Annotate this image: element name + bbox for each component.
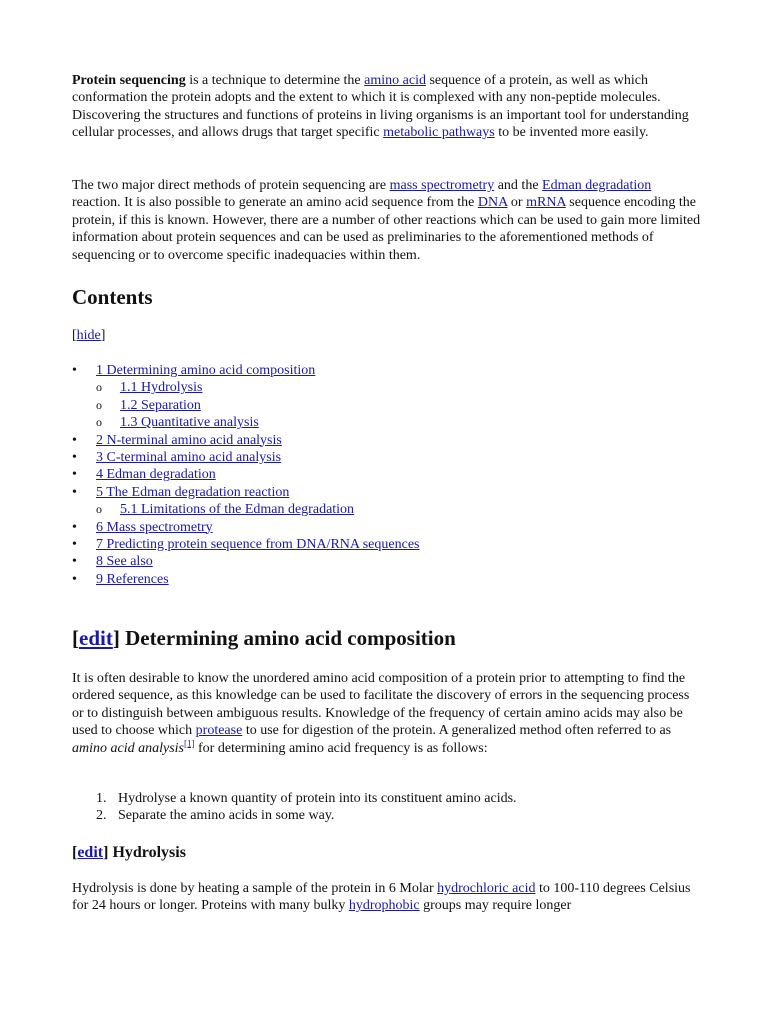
bullet-icon: • (72, 467, 77, 483)
contents-hide-toggle (72, 328, 105, 344)
hydrolysis-text-2: to 100-110 degrees Celsius for 24 hours or longer. Proteins with many bulky (72, 881, 691, 914)
amino-acid-analysis-term: amino acid analysis (72, 740, 184, 756)
link-dna[interactable]: DNA (477, 195, 508, 211)
contents-heading: Contents (72, 285, 153, 309)
bullet-icon: • (72, 432, 77, 448)
toc-item (72, 519, 419, 536)
bullet-icon: • (72, 554, 77, 570)
toc-item (72, 536, 419, 553)
toc-item (72, 484, 419, 501)
bullet-icon: • (72, 449, 77, 465)
toc-item (72, 379, 419, 396)
methods-text-4: or (507, 195, 527, 211)
bullet-icon: • (72, 363, 77, 378)
step-number: 1. (96, 791, 107, 806)
hide-bracket-close: ] (100, 328, 106, 343)
intro-text-1: is a technique to determine the (185, 73, 365, 88)
section-title: Hydrolysis (112, 844, 186, 861)
list-item (72, 807, 517, 824)
toc-link[interactable]: 5.1 Limitations of the Edman degradation (120, 502, 355, 518)
toc-link[interactable]: 2 N-terminal amino acid analysis (96, 432, 282, 448)
methods-text-3: reaction. It is also possible to generate an amino acid sequence from the (72, 195, 478, 211)
composition-text-2: to use for digestion of the protein. A generalized method often referred to as (242, 723, 672, 739)
steps-list (72, 790, 517, 825)
toc-link[interactable]: 9 References (96, 571, 169, 587)
hide-link[interactable]: hide (76, 328, 101, 343)
bullet-icon: • (72, 484, 77, 500)
toc-item (72, 449, 419, 466)
toc-link[interactable]: 3 C-terminal amino acid analysis (96, 449, 282, 465)
hydrolysis-text-1: Hydrolysis is done by heating a sample of the protein in 6 Molar (72, 881, 438, 896)
intro-text-2: sequence of a protein, as well as which conformation the protein adopts and the extent to which it is complexed with any non-peptide molecules. Discovering the structures and functions of proteins in living organisms is an important tool for understanding cellular processes, and allows drugs that target specific (72, 73, 689, 141)
circle-bullet-icon: o (96, 415, 102, 430)
hydrolysis-text-3: groups may require longer (419, 898, 572, 914)
composition-paragraph (72, 670, 702, 757)
link-protease[interactable]: protease (195, 723, 243, 739)
reference-link[interactable]: [1] (184, 737, 195, 748)
bullet-icon: • (72, 571, 77, 587)
toc-item (72, 362, 419, 379)
toc-link[interactable]: 5 The Edman degradation reaction (96, 484, 290, 500)
edit-bracket-open: [ (72, 844, 78, 861)
toc-item (72, 501, 419, 518)
toc-item (72, 571, 419, 588)
intro-text-3: to be invented more easily. (494, 125, 649, 141)
bullet-icon: • (72, 519, 77, 535)
toc-item (72, 397, 419, 414)
link-mass-spectrometry[interactable]: mass spectrometry (389, 178, 495, 193)
step-text: Hydrolyse a known quantity of protein into its constituent amino acids. (118, 791, 517, 806)
composition-text-1: It is often desirable to know the unordered amino acid composition of a protein prior to attempting to find the ordered sequence, as this knowledge can be used to facilitate the discovery of errors in the sequencing process or to distinguish between ambiguous results. Knowledge of the frequency of certain amino acids may also be used to choose which (72, 671, 690, 739)
toc-link[interactable]: 1.1 Hydrolysis (120, 380, 203, 396)
methods-text-1: The two major direct methods of protein sequencing are (72, 178, 390, 193)
link-edman-degradation[interactable]: Edman degradation (542, 178, 652, 193)
step-text: Separate the amino acids in some way. (118, 808, 335, 824)
toc-link[interactable]: 1.2 Separation (120, 397, 201, 413)
toc-link[interactable]: 8 See also (96, 554, 153, 570)
methods-paragraph (72, 177, 702, 264)
toc-link[interactable]: 1.3 Quantitative analysis (120, 415, 259, 431)
section-heading-composition (72, 626, 456, 651)
edit-bracket-close: ] (103, 844, 113, 861)
link-amino-acid[interactable]: amino acid (364, 73, 426, 88)
section-title: Determining amino acid composition (125, 626, 456, 650)
table-of-contents (72, 362, 419, 588)
section-heading-hydrolysis (72, 844, 186, 862)
link-metabolic-pathways[interactable]: metabolic pathways (383, 125, 495, 141)
circle-bullet-icon: o (96, 502, 102, 517)
link-hydrochloric-acid[interactable]: hydrochloric acid (437, 881, 536, 896)
edit-link[interactable]: edit (79, 626, 113, 650)
toc-item (72, 553, 419, 570)
edit-link[interactable]: edit (77, 844, 104, 861)
toc-link[interactable]: 4 Edman degradation (96, 467, 216, 483)
circle-bullet-icon: o (96, 397, 102, 412)
link-hydrophobic[interactable]: hydrophobic (348, 898, 420, 914)
toc-item (72, 466, 419, 483)
edit-bracket-open: [ (72, 626, 79, 650)
composition-text-3: for determining amino acid frequency is as follows: (194, 740, 488, 756)
list-item (72, 790, 517, 807)
toc-link[interactable]: 6 Mass spectrometry (96, 519, 213, 535)
methods-text-5: sequence encoding the protein, if this is known. However, there are a number of other reactions which can be used to gain more limited information about protein sequences and can be used as preliminaries to the aforementioned methods of sequencing or to overcome specific inadequacies within them. (72, 195, 701, 263)
step-number: 2. (96, 808, 107, 824)
hide-bracket-open: [ (72, 328, 77, 343)
toc-item (72, 414, 419, 431)
intro-term: Protein sequencing (72, 73, 186, 88)
toc-link[interactable]: 1 Determining amino acid composition (96, 363, 316, 378)
toc-link[interactable]: 7 Predicting protein sequence from DNA/RNA sequences (96, 536, 420, 552)
intro-paragraph (72, 72, 702, 142)
hydrolysis-paragraph (72, 880, 702, 915)
bullet-icon: • (72, 536, 77, 552)
methods-text-2: and the (494, 178, 543, 193)
circle-bullet-icon: o (96, 380, 102, 395)
toc-item (72, 432, 419, 449)
edit-bracket-close: ] (112, 626, 126, 650)
link-mrna[interactable]: mRNA (526, 195, 566, 211)
